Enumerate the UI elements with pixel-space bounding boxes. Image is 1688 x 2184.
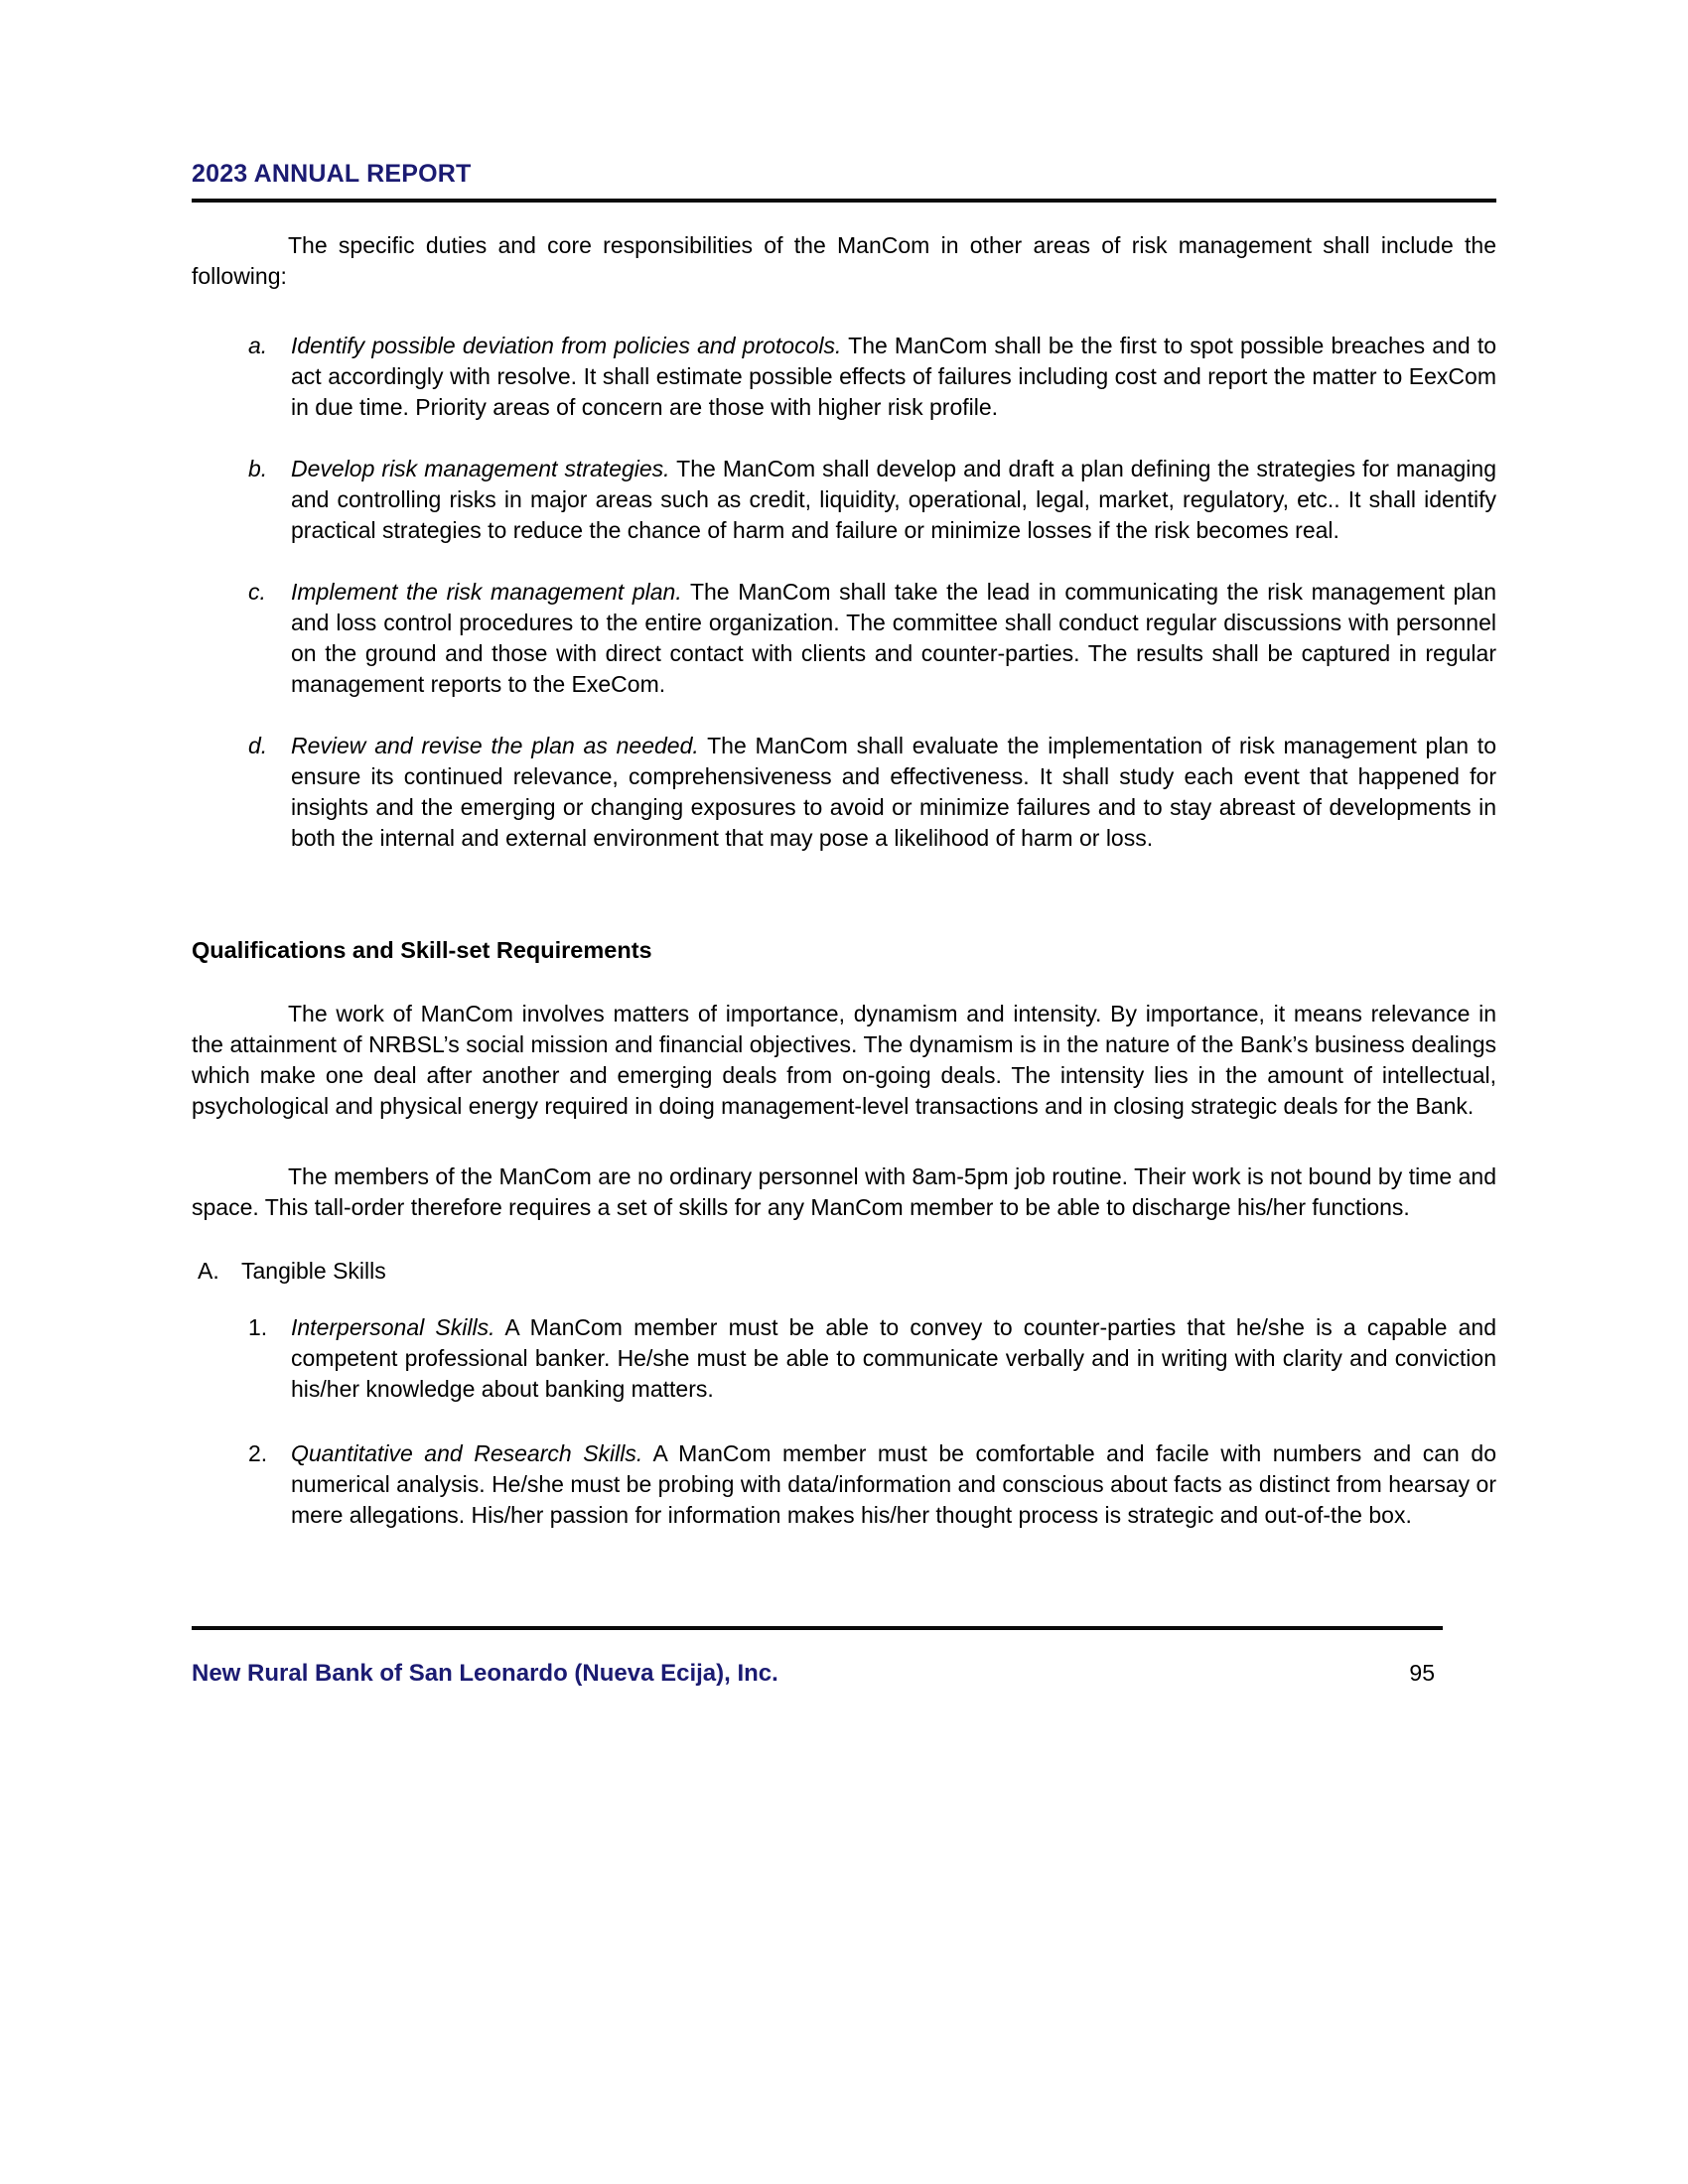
footer-bank-name: New Rural Bank of San Leonardo (Nueva Ecija), Inc. xyxy=(192,1660,778,1687)
list-item-body: A ManCom member must be comfortable and facile with numbers and can do numerical analysis. He/she must be probing with data/information and conscious about facts as distinct from hearsay or mere allegations. His/her passion for information makes his/her thought process is strategic and out-of-the box. xyxy=(291,1440,1496,1528)
list-item-marker: 1. xyxy=(248,1314,268,1340)
tangible-skills-marker: A. xyxy=(198,1258,219,1284)
list-item xyxy=(192,331,1496,423)
list-item xyxy=(192,454,1496,546)
list-item-text xyxy=(291,1438,1496,1531)
tangible-skills-label: Tangible Skills xyxy=(241,1258,386,1284)
list-item-text xyxy=(291,454,1496,546)
footer-rule xyxy=(192,1626,1443,1630)
list-item-lead: Review and revise the plan as needed. xyxy=(291,733,699,758)
list-item-body: The ManCom shall take the lead in communicating the risk management plan and loss control procedures to the entire organization. The committee shall conduct regular discussions with personnel on the ground and those with direct contact with clients and counter-parties. The results shall be captured in regular management reports to the ExeCom. xyxy=(291,579,1496,697)
list-item-lead: Identify possible deviation from policies and protocols. xyxy=(291,333,842,358)
page-title: 2023 ANNUAL REPORT xyxy=(192,160,472,188)
list-item-body: The ManCom shall develop and draft a plan defining the strategies for managing and controlling risks in major areas such as credit, liquidity, operational, legal, market, regulatory, etc.. It shall identify practical strategies to reduce the chance of harm and failure or minimize losses if the risk becomes real. xyxy=(291,456,1497,543)
list-item xyxy=(192,1312,1496,1405)
list-item-lead: Implement the risk management plan. xyxy=(291,579,682,605)
list-item-body: The ManCom shall be the first to spot possible breaches and to act accordingly with resolve. It shall estimate possible effects of failures including cost and report the matter to EexCom in due time. Priority areas of concern are those with higher risk profile. xyxy=(291,333,1496,420)
list-item xyxy=(192,1438,1496,1531)
list-item-body: The ManCom shall evaluate the implementation of risk management plan to ensure its continued relevance, comprehensiveness and effectiveness. It shall study each event that happened for insights and the emerging or changing exposures to avoid or minimize failures and to stay abreast of developments in both the internal and external environment that may pose a likelihood of harm or loss. xyxy=(291,733,1496,851)
intro-paragraph: The specific duties and core responsibilities of the ManCom in other areas of risk management shall include the following: xyxy=(192,232,1496,289)
list-item-text xyxy=(291,331,1496,423)
list-item-lead: Develop risk management strategies. xyxy=(291,456,670,481)
page-footer xyxy=(192,1658,1496,1689)
tangible-skills-list xyxy=(192,1312,1496,1531)
list-item-text xyxy=(291,577,1496,700)
page-content xyxy=(192,0,1496,1689)
list-item-marker: 2. xyxy=(248,1440,268,1466)
paragraph-members-of-mancom: The members of the ManCom are no ordinary personnel with 8am-5pm job routine. Their work is not bound by time and space. This tall-order therefore requires a set of skills for any ManCom member to be able to discharge his/her functions. xyxy=(192,1163,1496,1220)
list-item-body: A ManCom member must be able to convey to counter-parties that he/she is a capable and competent professional banker. He/she must be able to communicate verbally and in writing with clarity and conviction his/her knowledge about banking matters. xyxy=(291,1314,1496,1402)
paragraph-work-of-mancom: The work of ManCom involves matters of importance, dynamism and intensity. By importance, it means relevance in the attainment of NRBSL’s social mission and financial objectives. The dynamism is in the nature of the Bank’s business dealings which make one deal after another and emerging deals from on-going deals. The intensity lies in the amount of intellectual, psychological and physical energy required in doing management-level transactions and in closing strategic deals for the Bank. xyxy=(192,1001,1496,1119)
tangible-skills-heading xyxy=(192,1256,1496,1287)
list-item-marker: a. xyxy=(248,333,268,358)
list-item-lead: Interpersonal Skills. xyxy=(291,1314,495,1340)
list-item xyxy=(192,577,1496,700)
list-item-text xyxy=(291,1312,1496,1405)
footer-page-number: 95 xyxy=(1409,1660,1435,1686)
list-item-marker: d. xyxy=(248,733,268,758)
section-heading-qualifications: Qualifications and Skill-set Requirements xyxy=(192,937,652,963)
list-item-text xyxy=(291,731,1496,854)
list-item-marker: c. xyxy=(248,579,266,605)
list-item-marker: b. xyxy=(248,456,268,481)
header-rule xyxy=(192,199,1496,203)
risk-duties-list xyxy=(192,331,1496,854)
list-item xyxy=(192,731,1496,854)
list-item-lead: Quantitative and Research Skills. xyxy=(291,1440,643,1466)
